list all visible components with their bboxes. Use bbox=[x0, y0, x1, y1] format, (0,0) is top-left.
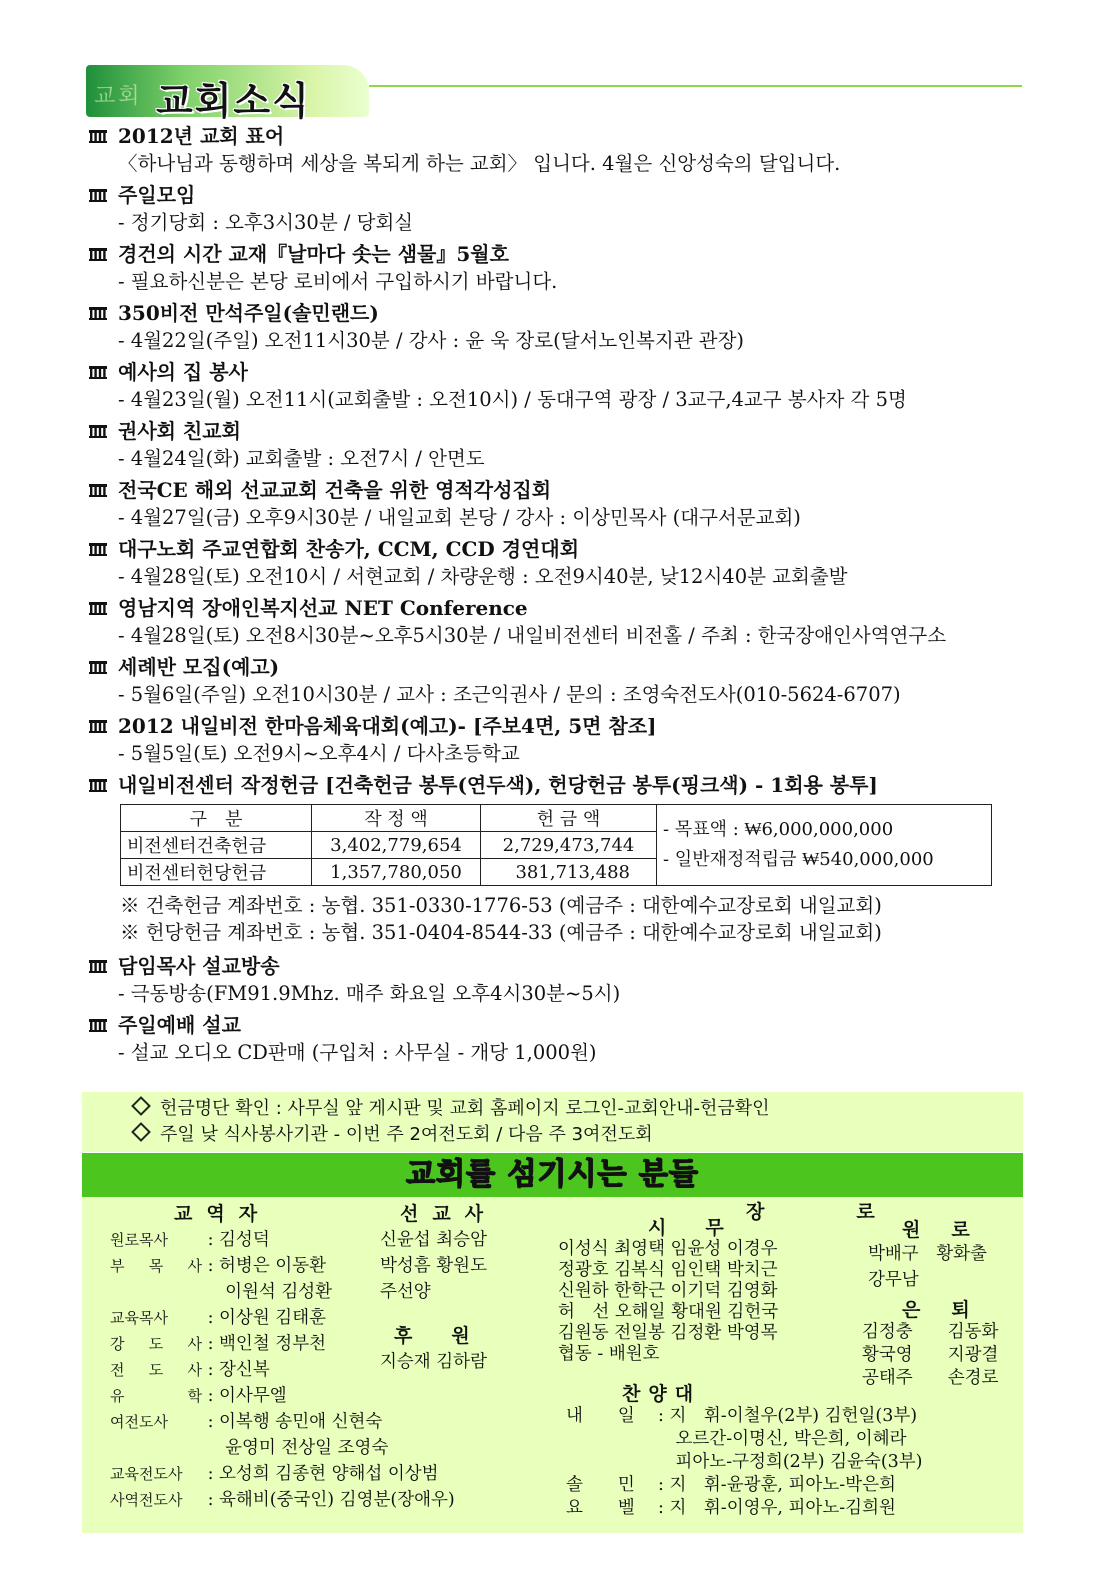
separator: : bbox=[202, 1334, 220, 1354]
news-item-title bbox=[88, 771, 1028, 799]
news-title-text: 대구노회 주교연합회 찬송가, CCM, CCD 경연대회 bbox=[118, 537, 580, 561]
separator bbox=[202, 1438, 225, 1458]
offering-table bbox=[120, 804, 992, 886]
building-bullet-icon bbox=[88, 123, 108, 139]
building-bullet-icon bbox=[88, 241, 108, 257]
diamond-bullet-icon bbox=[131, 1122, 151, 1142]
building-bullet-icon bbox=[88, 536, 108, 552]
reserve-amount: - 일반재정적립금 ₩540,000,000 bbox=[663, 849, 934, 870]
active-elder-row: 허 선 오해일 황대원 김헌국 bbox=[558, 1302, 779, 1322]
minister-names: 허병은 이동환 bbox=[219, 1256, 327, 1276]
separator: : bbox=[202, 1464, 220, 1484]
news-item-title bbox=[88, 181, 1028, 209]
separator: : bbox=[202, 1230, 220, 1250]
choir-row bbox=[566, 1474, 923, 1497]
banner-decoration: 교회 bbox=[94, 84, 143, 109]
news-item-detail: - 극동방송(FM91.9Mhz. 매주 화요일 오후4시30분~5시) bbox=[118, 982, 621, 1005]
news-item-detail: - 4월27일(금) 오후9시30분 / 내일교회 본당 / 강사 : 이상민목사 (대구서문교회) bbox=[118, 506, 801, 529]
ministers-heading: 교역자 bbox=[174, 1203, 272, 1225]
news-item-title bbox=[88, 476, 1028, 504]
news-item bbox=[88, 181, 1028, 237]
choir-detail: 지 휘-윤광훈, 피아노-박은희 bbox=[669, 1475, 896, 1495]
news-item bbox=[88, 299, 1028, 355]
minister-row bbox=[110, 1409, 455, 1435]
news-item bbox=[88, 417, 1028, 473]
separator bbox=[202, 1282, 225, 1302]
news-item-title bbox=[88, 1011, 1028, 1039]
building-bullet-icon bbox=[88, 1012, 108, 1028]
minister-row bbox=[110, 1435, 455, 1461]
missionaries-heading: 선교사 bbox=[400, 1203, 498, 1225]
news-item-title bbox=[88, 653, 1028, 681]
staff-section bbox=[82, 1197, 1023, 1533]
emeritus-names: 강무남 bbox=[868, 1270, 919, 1290]
minister-role: 사역전도사 bbox=[110, 1491, 183, 1509]
retired-names: 황국영 지광결 bbox=[862, 1345, 999, 1365]
separator: : bbox=[202, 1412, 220, 1432]
account-info: ※ 건축헌금 계좌번호 : 농협. 351-0330-1776-53 (예금주 : 대한예수교장로회 내일교회) bbox=[120, 894, 882, 917]
news-item-detail: - 설교 오디오 CD판매 (구입처 : 사무실 - 개당 1,000원) bbox=[118, 1041, 597, 1064]
offering-header: 작 정 액 bbox=[312, 805, 481, 832]
minister-row bbox=[110, 1383, 455, 1409]
minister-names: 김성덕 bbox=[219, 1230, 270, 1250]
minister-row bbox=[110, 1487, 455, 1513]
news-title-text: 주일예배 설교 bbox=[118, 1013, 241, 1037]
news-item-detail: 〈하나님과 동행하며 세상을 복되게 하는 교회〉 입니다. 4월은 신앙성숙의 달입니다. bbox=[118, 152, 841, 175]
table-cell: 2,729,473,744 bbox=[481, 832, 657, 859]
minister-role: 여전도사 bbox=[110, 1413, 168, 1431]
news-title-text: 예사의 집 봉사 bbox=[118, 360, 248, 384]
minister-names: 오성희 김종현 양해섭 이상범 bbox=[219, 1464, 439, 1484]
minister-names: 윤영미 전상일 조영숙 bbox=[225, 1438, 389, 1458]
retired-heading: 은 퇴 bbox=[902, 1299, 976, 1321]
table-cell: 1,357,780,050 bbox=[312, 859, 481, 886]
news-item-title bbox=[88, 952, 1028, 980]
news-item bbox=[88, 594, 1028, 650]
staff-header bbox=[82, 1153, 1023, 1197]
news-item-detail: - 5월5일(토) 오전9시~오후4시 / 다사초등학교 bbox=[118, 742, 520, 765]
notice-item bbox=[82, 1096, 1023, 1122]
minister-names: 장신복 bbox=[219, 1360, 270, 1380]
separator: : bbox=[202, 1308, 220, 1328]
separator: : bbox=[202, 1490, 220, 1510]
news-title-text: 주일모임 bbox=[118, 183, 196, 207]
table-cell: 비전센터헌당헌금 bbox=[121, 859, 312, 886]
news-item-title bbox=[88, 122, 1028, 150]
building-bullet-icon bbox=[88, 300, 108, 316]
offering-header: 구 분 bbox=[121, 805, 312, 832]
emeritus-names: 박배구 황화출 bbox=[868, 1244, 987, 1264]
choir-name: 솔 민 bbox=[566, 1475, 635, 1495]
choir-row bbox=[566, 1497, 923, 1520]
news-title-text: 경건의 시간 교재『날마다 솟는 샘물』5월호 bbox=[118, 242, 509, 266]
elders-heading: 장 로 bbox=[746, 1201, 893, 1223]
choir-row bbox=[566, 1451, 923, 1474]
news-title-text: 2012 내일비전 한마음체육대회(예고)- [주보4면, 5면 참조] bbox=[118, 714, 657, 738]
news-title-text: 세례반 모집(예고) bbox=[118, 655, 280, 679]
news-item bbox=[88, 1011, 1028, 1067]
separator: : bbox=[202, 1256, 220, 1276]
minister-names: 이복행 송민애 신현숙 bbox=[219, 1412, 383, 1432]
news-list bbox=[88, 122, 1028, 1070]
building-bullet-icon bbox=[88, 654, 108, 670]
separator: : bbox=[202, 1360, 220, 1380]
news-item bbox=[88, 653, 1028, 709]
news-item-detail: - 4월24일(화) 교회출발 : 오전7시 / 안면도 bbox=[118, 447, 485, 470]
minister-role: 교육목사 bbox=[110, 1309, 168, 1327]
building-bullet-icon bbox=[88, 953, 108, 969]
table-cell: 비전센터건축헌금 bbox=[121, 832, 312, 859]
choir-detail: 오르간-이명신, 박은희, 이혜라 bbox=[675, 1429, 907, 1449]
separator: : bbox=[658, 1498, 670, 1518]
news-item-detail: - 5월6일(주일) 오전10시30분 / 교사 : 조근익권사 / 문의 : 조영숙전도사(010-5624-6707) bbox=[118, 683, 901, 706]
news-title-text: 2012년 교회 표어 bbox=[118, 124, 285, 148]
separator: : bbox=[658, 1475, 670, 1495]
active-elder-row: 정광호 김복식 임인택 박치근 bbox=[558, 1260, 778, 1280]
target-amount: - 목표액 : ₩6,000,000,000 bbox=[663, 819, 894, 840]
minister-role: 부 목 사 bbox=[110, 1257, 202, 1275]
building-bullet-icon bbox=[88, 772, 108, 788]
active-elder-row: 이성식 최영택 임윤성 이경우 bbox=[558, 1239, 778, 1259]
news-title-text: 권사회 친교회 bbox=[118, 419, 241, 443]
building-bullet-icon bbox=[88, 418, 108, 434]
retired-names: 공태주 손경로 bbox=[862, 1368, 999, 1388]
news-title-text: 영남지역 장애인복지선교 NET Conference bbox=[118, 596, 528, 620]
minister-role: 강 도 사 bbox=[110, 1335, 202, 1353]
choir-name: 요 벨 bbox=[566, 1498, 635, 1518]
choir-heading: 찬양대 bbox=[622, 1383, 702, 1405]
separator: : bbox=[202, 1386, 220, 1406]
missionaries-list bbox=[380, 1227, 487, 1305]
minister-names: 육해비(중국인) 김영분(장애우) bbox=[219, 1490, 455, 1510]
notice-text: 헌금명단 확인 : 사무실 앞 게시판 및 교회 홈페이지 로그인-교회안내-헌금확인 bbox=[160, 1098, 770, 1119]
table-cell: 3,402,779,654 bbox=[312, 832, 481, 859]
active-elders-heading: 시 무 bbox=[648, 1217, 734, 1239]
news-item bbox=[88, 476, 1028, 532]
section-banner bbox=[86, 65, 369, 123]
news-title-text: 350비전 만석주일(솔민랜드) bbox=[118, 301, 379, 325]
news-item bbox=[88, 771, 1028, 799]
building-bullet-icon bbox=[88, 713, 108, 729]
news-item-detail: - 정기당회 : 오후3시30분 / 당회실 bbox=[118, 211, 414, 234]
missionary-names: 신윤섭 최승암 bbox=[380, 1230, 487, 1250]
active-elder-row: 김원동 전일봉 김정환 박영목 bbox=[558, 1323, 778, 1343]
building-bullet-icon bbox=[88, 595, 108, 611]
news-title-text: 담임목사 설교방송 bbox=[118, 954, 280, 978]
choir-detail: 지 휘-이영우, 피아노-김희원 bbox=[669, 1498, 896, 1518]
news-title-text: 전국CE 해외 선교교회 건축을 위한 영적각성집회 bbox=[118, 478, 552, 502]
choir-name: 내 일 bbox=[566, 1406, 635, 1426]
missionary-names: 주선양 bbox=[380, 1282, 431, 1302]
news-item bbox=[88, 122, 1028, 178]
news-item bbox=[88, 952, 1028, 1008]
active-elders-list bbox=[558, 1239, 778, 1365]
building-bullet-icon bbox=[88, 359, 108, 375]
news-item bbox=[88, 358, 1028, 414]
news-title-text: 내일비전센터 작정헌금 [건축헌금 봉투(연두색), 헌당헌금 봉투(핑크색) - 1회용 봉투] bbox=[118, 773, 878, 797]
notice-box bbox=[82, 1092, 1023, 1152]
minister-role: 원로목사 bbox=[110, 1231, 168, 1249]
table-cell: 381,713,488 bbox=[481, 859, 657, 886]
emeritus-list bbox=[868, 1241, 987, 1293]
news-item-title bbox=[88, 594, 1028, 622]
account-info: ※ 헌당헌금 계좌번호 : 농협. 351-0404-8544-33 (예금주 : 대한예수교장로회 내일교회) bbox=[120, 921, 882, 944]
news-item-title bbox=[88, 535, 1028, 563]
minister-row bbox=[110, 1461, 455, 1487]
staff-title: 교회를 섬기시는 분들 bbox=[406, 1157, 699, 1192]
news-item-title bbox=[88, 299, 1028, 327]
active-elder-row: 신원하 한학근 이기덕 김영화 bbox=[558, 1281, 778, 1301]
header-rule bbox=[369, 85, 1022, 87]
news-item-detail: - 4월28일(토) 오전10시 / 서현교회 / 차량운행 : 오전9시40분, 낮12시40분 교회출발 bbox=[118, 565, 848, 588]
offering-header: 헌 금 액 bbox=[481, 805, 657, 832]
retired-list bbox=[862, 1321, 998, 1390]
retired-names: 김정충 김동화 bbox=[862, 1322, 999, 1342]
minister-role: 전 도 사 bbox=[110, 1361, 202, 1379]
notice-item bbox=[82, 1122, 1023, 1148]
missionary-names: 박성흠 황원도 bbox=[380, 1256, 487, 1276]
news-item bbox=[88, 712, 1028, 768]
supporter-names: 지승재 김하람 bbox=[380, 1352, 487, 1372]
news-item bbox=[88, 535, 1028, 591]
emeritus-heading: 원 로 bbox=[902, 1219, 976, 1241]
news-item-detail: - 4월22일(주일) 오전11시30분 / 강사 : 윤 욱 장로(달서노인복지관 관장) bbox=[118, 329, 745, 352]
choir-list bbox=[566, 1405, 923, 1520]
choir-detail: 피아노-구정희(2부) 김윤숙(3부) bbox=[675, 1452, 923, 1472]
building-bullet-icon bbox=[88, 182, 108, 198]
separator bbox=[658, 1429, 676, 1449]
minister-names: 백인철 정부천 bbox=[219, 1334, 327, 1354]
minister-role: 교육전도사 bbox=[110, 1465, 183, 1483]
supporters-heading: 후 원 bbox=[394, 1325, 480, 1347]
notice-text: 주일 낮 식사봉사기관 - 이번 주 2여전도회 / 다음 주 3여전도회 bbox=[160, 1124, 653, 1145]
news-item-title bbox=[88, 240, 1028, 268]
news-item-title bbox=[88, 712, 1028, 740]
news-item-title bbox=[88, 417, 1028, 445]
active-elder-row: 협동 - 배원호 bbox=[558, 1344, 660, 1364]
news-item-title bbox=[88, 358, 1028, 386]
building-bullet-icon bbox=[88, 477, 108, 493]
page-title: 교회소식 bbox=[156, 79, 311, 123]
news-item-detail: - 4월23일(월) 오전11시(교회출발 : 오전10시) / 동대구역 광장 / 3교구,4교구 봉사자 각 5명 bbox=[118, 388, 907, 411]
choir-row bbox=[566, 1428, 923, 1451]
news-item-detail: - 필요하신분은 본당 로비에서 구입하시기 바랍니다. bbox=[118, 270, 558, 293]
separator: : bbox=[658, 1406, 670, 1426]
minister-names: 이원석 김성환 bbox=[225, 1282, 333, 1302]
minister-role: 유 학 bbox=[110, 1387, 202, 1405]
news-item bbox=[88, 240, 1028, 296]
news-item-detail: - 4월28일(토) 오전8시30분~오후5시30분 / 내일비전센터 비전홀 / 주최 : 한국장애인사역연구소 bbox=[118, 624, 947, 647]
minister-names: 이사무엘 bbox=[219, 1386, 287, 1406]
choir-detail: 지 휘-이철우(2부) 김헌일(3부) bbox=[669, 1406, 918, 1426]
separator bbox=[658, 1452, 676, 1472]
minister-names: 이상원 김태훈 bbox=[219, 1308, 327, 1328]
diamond-bullet-icon bbox=[131, 1096, 151, 1116]
choir-row bbox=[566, 1405, 923, 1428]
